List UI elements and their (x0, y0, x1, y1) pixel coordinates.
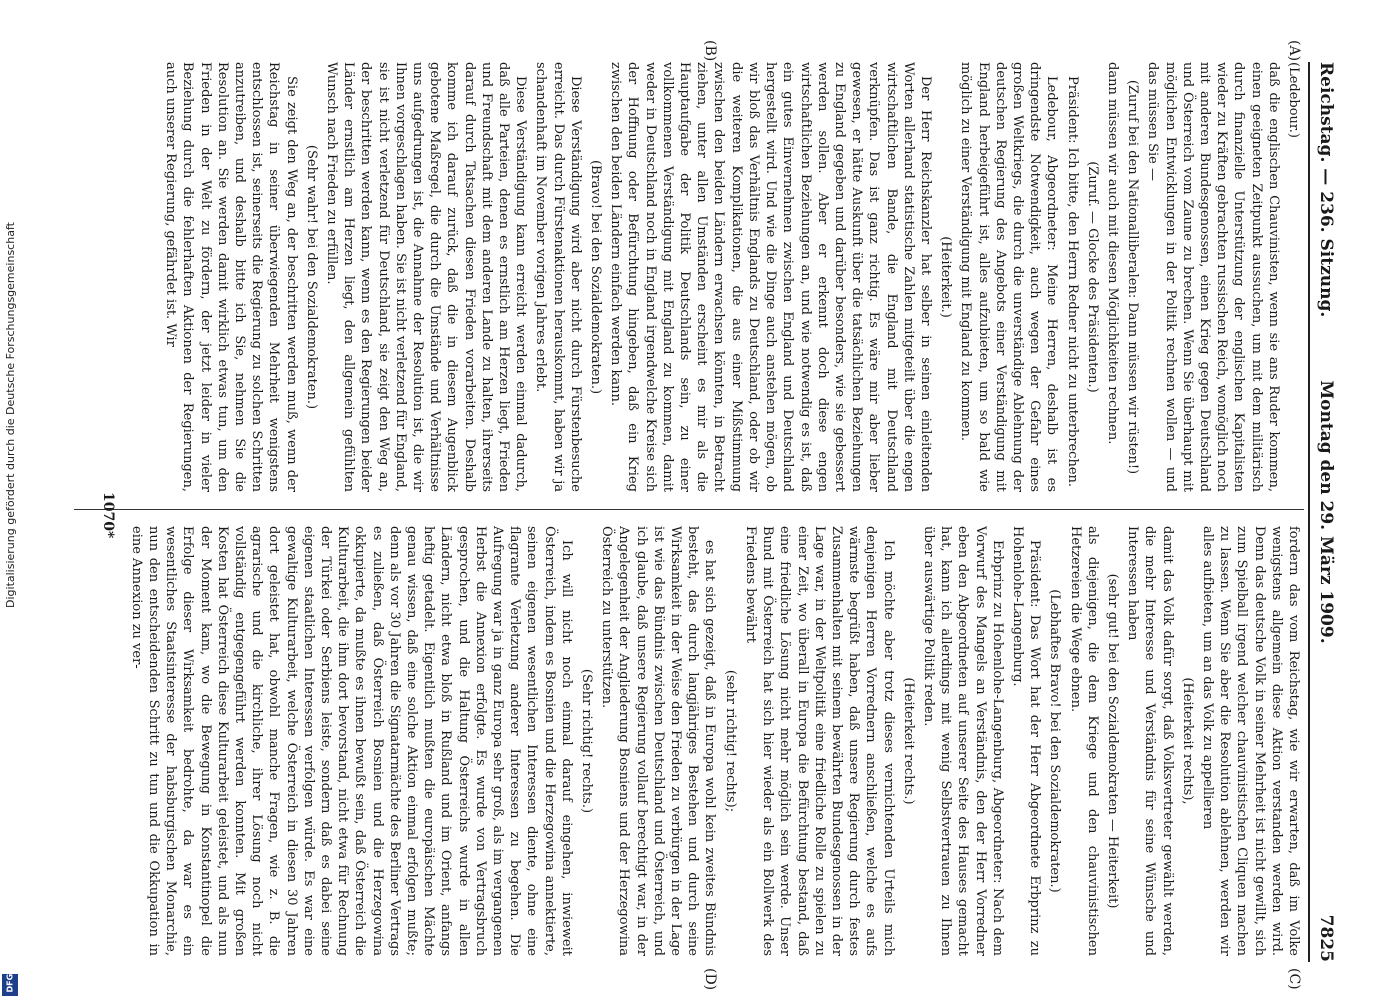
paragraph: Diese Verständigung kann erreicht werden einmal dadurch, daß alle Parteien, denen es ernstlich am Herzen liegt, Frieden und Freundschaft mit dem anderen Lande zu halten, ihrerseits darauf durch Tatsachen diesen Frieden vorarbeiten. Deshalb komme ich darauf zurück, daß die in diesem Augenblick gebotene Maßregel, die durch die Umstände und Verhältnisse uns aufgedrungen ist, die Annahme der Resolution ist, die wir Ihnen vorgeschlagen haben. Sie ist nicht verletzend für England, sie ist nicht verletzend für Deutschland, sie zeigt den Weg an, der beschritten werden kann, wenn es den Regierungen beider Länder ernstlich am Herzen liegt, den allgemein gefühlten Wunsch nach Frieden zu erfüllen. (324, 62, 529, 492)
funding-notice: Digitalisierung gefördert durch die Deutsche Forschungsgemeinschaft (4, 222, 17, 608)
interjection: (Heiterkeit rechts), (1179, 677, 1195, 805)
dfg-logo-text: DFG (5, 973, 15, 993)
interjection: (sehr richtig! rechts); (722, 669, 738, 813)
interjection: (Sehr richtig! rechts.) (579, 668, 595, 814)
interjection: (Lebhaftes Bravo! bei den Sozialdemokraten.) (1047, 589, 1063, 893)
rotated-document-page (48, 40, 1338, 991)
speaker-tag: (Ledebour.) (1286, 62, 1301, 138)
margin-marker-c: (C) (1286, 968, 1302, 990)
paragraph: Ich will nicht noch einmal darauf eingehen, inwieweit Österreich, indem es Bosnien und die Herzegowina annektierte, seinen eigenen wesentlichen Interessen diente, ohne eine flagrante Verletzung anderer Interessen zu begehen. Die Aufregung war ja in ganz Europa sehr groß, als im vergangenen Herbst die Annexion erfolgte. Es wurde von Vertragsbruch gesprochen, und die Haltung Österreichs wurde in allen Ländern, nicht etwa bloß in Rußland und im Orient, anfangs heftig getadelt. Eigentlich mußten die europäischen Mächte genau wissen, daß eine solche Aktion einmal erfolgen mußte; denn als vor 30 Jahren die Signatarmächte des Berliner Vertrags es zuließen, daß Österreich Bosnien und die Herzegowina okkupierte, da mußte es ihnen bewußt sein, daß Österreich die Kulturarbeit, die ihm dort bevorstand, nicht etwa für Rechnung der Türkei oder Serbiens leiste, sondern daß es dabei seine eigenen staatlichen Interessen verfolgen würde. Es war eine gewaltige Kulturarbeit, welche Österreich in diesen 30 Jahren dort geleistet hat, obwohl manche Fragen, wie z. B. die agrarische und die kirchliche, ihrer Lösung noch nicht vollständig entgegengeführt werden konnten. Mit großen Kosten hat Österreich diese Kulturarbeit geleistet, und als nun der Moment kam, wo die Bewegung in Konstantinopel die Erfolge dieser Wirksamkeit bedrohte, da war es ein wesentliches Staatsinteresse der habsburgischen Monarchie, nun den entscheidenden Schritt zu tun und die Okkupation in eine Annexion zu ver- (128, 526, 574, 956)
paragraph: als diejenigen, die dem Kriege und den chauvinistischen Hetzereien die Wege ebnen. (1067, 526, 1100, 956)
paragraph: Ich möchte aber trotz dieses vernichtenden Urteils mich denjenigen Herren Vorrednern anschließen, welche es aufs wärmste begrüßt haben, daß unsere Regierung durch festes Zusammenhalten mit seinem bewährten Bundesgenossen in der Lage war, in der Weltpolitik eine friedliche Rolle zu spielen zu einer Zeit, wo überall in Europa die Befürchtung bestand, daß eine friedliche Lösung nicht mehr möglich sein werde. Unser Bund mit Österreich hat sich hier wieder als ein Bollwerk des Friedens bewährt (742, 526, 896, 956)
paragraph: daß die englischen Chauvinisten, wenn sie ans Ruder kommen, einen geeigneten Zeitpunkt aussuchen, um mit dem militärisch durch finanzielle Unterstützung der englischen Kapitalisten wieder zu Kräften gebrachten russischen Reich, womöglich noch mit anderen Bundesgenossen, einen Krieg gegen Deutschland und Österreich vom Zaune zu brechen. Wenn Sie überhaupt mit möglichen Entwicklungen in der Politik rechnen wollen — und das müssen Sie — (1145, 62, 1281, 492)
header-rule (1308, 62, 1310, 962)
header-left: Reichstag. — 236. Sitzung. (1316, 62, 1336, 318)
interjection: (Heiterkeit.) (938, 236, 954, 318)
margin-marker-d: (D) (702, 968, 718, 991)
paragraph: damit das Volk dafür sorgt, daß Volksvertreter gewählt werden, die mehr Interesse und Verständnis für seine Wünsche und Interessen haben (1125, 526, 1175, 956)
paragraph-speaker: Erbprinz zu Hohenlohe-Langenburg, Abgeordneter: Nach dem Vorwurf des Mangels an Verständnis, den der Herr Vorredner eben den Abgeordneten auf unserer Seite des Hauses gemacht hat, kann ich allerdings mit wenig Selbstvertrauen zu Ihnen über auswärtige Politik reden. (920, 526, 1005, 956)
left-text-column (122, 62, 1302, 492)
paragraph: Der Herr Reichskanzler hat selber in seinen einleitenden Worten allerhand statistische Zahlen mitgeteilt über die engen wirtschaftlichen Bande, die England mit Deutschland verknüpfen. Das ist ganz richtig. Es wäre mir aber lieber gewesen, er hätte Auskunft über die tatsächlichen Beziehungen zu England gegeben und darüber besonders, wie sie gebessert werden sollen. Aber er erkennt doch diese engen wirtschaftlichen Beziehungen an, und wie notwendig es ist, daß ein gutes Einvernehmen zwischen England und Deutschland hergestellt wird. Und wie die Dinge auch anstehen mögen, ob wir bloß das Verhältnis Englands zu Deutschland, oder ob wir die weiteren Komplikationen, die aus einer Mißstimmung zwischen den beiden Ländern erwachsen könnten, in Betracht ziehen, unter allen Umständen erscheint es mir als die Hauptaufgabe der Politik Deutschlands sein, zu einer vollkommenen Verständigung mit England zu kommen, damit weder in Deutschland noch in England irgendwelche Kreise sich der Hoffnung oder Befürchtung hingeben, daß ein Krieg zwischen den beiden Ländern einfach werden kann. (608, 62, 933, 492)
header-date: Montag den 29. März 1909. (1316, 380, 1336, 644)
page-header (1312, 62, 1338, 962)
paragraph: fordern das vom Reichstag, wie wir erwarten, daß im Volke wenigstens allgemein diese Aktion verstanden werden wird. Denn das deutsche Volk in seiner Mehrheit ist nicht gewillt, sich zum Spielball irgend welcher chauvinistischen Cliquen machen zu lassen. Wenn Sie aber die Resolution ablehnen, werden wir alles aufbieten, um an das Volk zu appellieren (1199, 526, 1301, 956)
interjection: (Sehr wahr! bei den Sozialdemokraten.) (303, 144, 319, 410)
interjection: (sehr gut! bei den Sozialdemokraten — Heiterkeit) (1104, 573, 1120, 909)
column-divider (74, 509, 1304, 510)
bottom-page-number: 1070* (100, 492, 116, 539)
paragraph-president: Präsident: Ich bitte, den Herrn Redner nicht zu unterbrechen. (1064, 76, 1080, 488)
interjection: (Heiterkeit rechts.) (900, 677, 916, 805)
interjection: (Zuruf. — Glocke des Präsidenten.) (1084, 161, 1100, 393)
paragraph-speaker: Ledebour, Abgeordneter: Meine Herren, deshalb ist es dringendste Notwendigkeit, auch wegen der Gefahr eines großen Weltkriegs, die durch die unverständige Ablehnung der deutschen Regierung des Angebots einer Verständigung mit England herbeigeführt ist, alles aufzubieten, um so bald wie möglich zu einer Verständigung mit England zu kommen. (958, 62, 1060, 492)
paragraph: Diese Verständigung wird aber nicht durch Fürstenbesuche erreicht. Das durch Fürstenaktionen herauskommt, haben wir ja schandenhaft im November vorigen Jahres erlebt. (533, 62, 583, 492)
interjection: (Bravo! bei den Sozialdemokraten.) (588, 159, 604, 395)
paragraph: dann müssen wir auch mit diesen Möglichkeiten rechnen. (1104, 62, 1120, 445)
header-page-number: 7825 (1316, 914, 1336, 962)
margin-marker-a: (A) (1286, 40, 1302, 62)
dfg-logo-icon (2, 974, 18, 996)
paragraph: Sie zeigt den Weg an, der beschritten werden muß, wenn der Reichstag in seiner überwiegenden Mehrheit wenigstens entschlossen ist, seinerseits die Regierung zu solchen Schritten anzutreiben, und deshalb bitte ich Sie, nehmen Sie die Resolution an. Sie werden damit wirklich etwas tun, um den Frieden in der Welt zu fördern, der jetzt leider in vieler Beziehung durch die fehlerhaften Aktionen der Regierungen, auch unserer Regierung, gefährdet ist. Wir (163, 62, 299, 492)
interjection: (Zuruf bei den Nationalliberalen: Dann müssen wir rüsten!) (1125, 79, 1141, 475)
paragraph-president: Präsident: Das Wort hat der Herr Abgeordnete Erbprinz zu Hohenlohe-Langenburg. (1009, 526, 1043, 956)
paragraph: es hat sich gezeigt, daß in Europa wohl kein zweites Bündnis besteht, das durch langjähriges Bestehen und durch seine Wirksamkeit in der Weise den Frieden zu verbürgen in der Lage ist wie das Bündnis zwischen Deutschland und Österreich, und ich glaube, daß unsere Regierung vollauf berechtigt war, in der Angelegenheit der Angliederung Bosniens und der Herzegowina Österreich zu unterstützen. (599, 526, 718, 956)
margin-marker-b: (B) (702, 40, 718, 62)
right-text-column (122, 526, 1302, 956)
